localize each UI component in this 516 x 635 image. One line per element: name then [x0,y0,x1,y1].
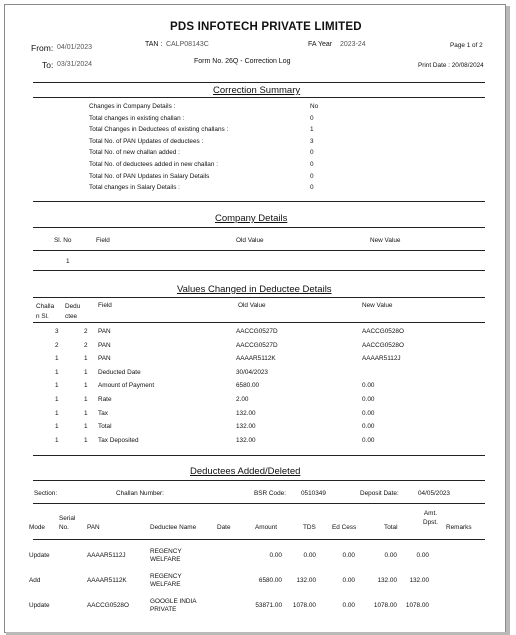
deductee-cell: 2 [84,341,88,349]
new-value-cell: 0.00 [362,423,375,431]
col-header-deductee-name: Deductee Name [150,524,197,531]
col-header-field: Field [98,302,112,309]
col-header-new-value: New Value [362,302,393,309]
correction-summary-title: Correction Summary [213,85,301,96]
deductee-cell: 2 [84,328,88,335]
col-header-ed-cess: Ed Cess [332,524,357,531]
print-date: Print Date : 20/08/2024 [418,62,484,69]
ed-cess-cell: 0.00 [342,577,355,584]
page-shadow-right [506,6,510,633]
col-header-total: Total [384,524,398,531]
deductee-cell: 1 [84,355,88,363]
divider [33,297,485,298]
deductees-added-title: Deductees Added/Deleted [190,466,301,477]
summary-label: Changes in Company Details : [89,103,176,110]
deposit-date-label: Deposit Date: [360,490,399,497]
challan-sl-cell: 1 [55,436,59,444]
amt-dpst-cell: 132.00 [409,577,429,584]
summary-value: 3 [310,137,314,145]
summary-value: 0 [310,149,314,157]
deposit-date-value: 04/05/2023 [418,490,450,497]
total-cell: 1078.00 [373,602,397,609]
deductee-cell: 1 [84,409,88,417]
deductee-cell: 1 [84,423,88,431]
divider [33,201,485,202]
challan-sl-cell: 1 [55,396,59,403]
divider [33,250,485,251]
col-header-new-value: New Value [370,237,401,244]
field-cell: Total [98,423,112,431]
fa-year-label: FA Year [308,41,333,48]
old-value-cell: AACCG0527D [236,341,278,349]
challan-sl-cell: 2 [55,341,59,349]
deductee-name-cell: GOOGLE INDIA PRIVATE [150,598,197,613]
field-cell: PAN [98,341,111,349]
mode-cell: Add [29,577,41,584]
divider [33,322,485,323]
old-value-cell: 132.00 [236,436,256,444]
summary-value: 0 [310,172,314,180]
new-value-cell: AACCG0528O [362,328,404,335]
summary-label: Total Changes in Deductees of existing challans : [89,126,229,134]
old-value-cell: 132.00 [236,423,256,431]
new-value-cell: AACCG0528O [362,341,404,349]
bsr-code-value: 0510349 [301,490,326,497]
summary-label: Total No. of PAN Updates in Salary Details [89,172,210,180]
tan-label: TAN : [145,41,163,48]
deductee-cell: 1 [84,368,88,376]
new-value-cell: AAAAR5112J [362,355,401,363]
divider [33,97,485,98]
divider [33,455,485,456]
mode-cell: Update [29,552,50,559]
new-value-cell: 0.00 [362,382,375,390]
company-title: PDS INFOTECH PRIVATE LIMITED [170,21,362,33]
deductee-cell: 1 [84,382,88,390]
deductee-name-cell: REGENCY WELFARE [150,548,182,563]
col-header-old-value: Old Value [236,237,264,244]
field-cell: Deducted Date [98,368,141,376]
summary-label: Total No. of new challan added : [89,149,180,157]
amount-cell: 53871.00 [255,602,282,609]
old-value-cell: AAAAR5112K [236,355,276,363]
summary-label: Total No. of deductees added in new challan : [89,161,218,168]
col-header-mode: Mode [29,524,45,531]
old-value-cell: 30/04/2023 [236,368,268,376]
new-value-cell: 0.00 [362,409,375,417]
col-header-deductee: Dedu ctee [65,303,81,320]
col-header-remarks: Remarks [446,524,472,531]
field-cell: Rate [98,396,112,403]
challan-sl-cell: 1 [55,368,59,376]
amt-dpst-cell: 1078.00 [405,602,429,609]
company-row-sl-no: 1 [66,258,70,265]
col-header-serial-no: Serial No. [59,515,76,531]
field-cell: PAN [98,328,111,335]
summary-label: Total changes in Salary Details : [89,184,180,192]
ed-cess-cell: 0.00 [342,552,355,559]
form-title: Form No. 26Q - Correction Log [194,58,291,65]
tan-value: CALP08143C [166,41,209,48]
col-header-amount: Amount [255,524,278,531]
col-header-challan-sl: Challa n Sl. [36,303,55,320]
summary-value: No [310,103,319,110]
ed-cess-cell: 0.00 [342,602,355,609]
deductee-cell: 1 [84,396,88,403]
divider [33,270,485,271]
challan-sl-cell: 1 [55,382,59,390]
pan-cell: AAAAR5112J [87,552,126,559]
new-value-cell: 0.00 [362,396,375,403]
deductee-cell: 1 [84,436,88,444]
summary-label: Total changes in existing challan : [89,114,185,122]
divider [33,82,485,83]
mode-cell: Update [29,602,50,609]
total-cell: 0.00 [384,552,397,559]
values-changed-title: Values Changed in Deductee Details [177,284,332,295]
old-value-cell: 132.00 [236,409,256,417]
field-cell: PAN [98,355,111,363]
amount-cell: 0.00 [269,552,282,559]
fa-year-value: 2023-24 [340,41,366,48]
challan-sl-cell: 1 [55,355,59,363]
summary-value: 0 [310,161,314,168]
challan-number-label: Challan Number: [116,490,164,497]
pan-cell: AACCG0528O [87,602,129,609]
bsr-code-label: BSR Code: [254,490,286,497]
from-label: From: [31,43,54,53]
divider [33,227,485,228]
field-cell: Tax [98,409,108,417]
col-header-field: Field [96,237,110,244]
company-details-title: Company Details [215,213,288,224]
challan-sl-cell: 1 [55,409,59,417]
to-label: To: [42,60,54,70]
col-header-pan: PAN [87,524,100,531]
total-cell: 132.00 [377,577,397,584]
tds-cell: 132.00 [296,577,316,584]
summary-value: 0 [310,114,314,122]
tds-cell: 0.00 [303,552,316,559]
old-value-cell: AACCG0527D [236,328,278,335]
old-value-cell: 2.00 [236,396,249,403]
divider [33,503,485,504]
col-header-sl-no: Sl. No [54,237,72,244]
divider [33,480,485,481]
to-value: 03/31/2024 [57,61,93,68]
tds-cell: 1078.00 [292,602,316,609]
pan-cell: AAAAR5112K [87,577,127,584]
section-label: Section: [34,490,58,497]
field-cell: Amount of Payment [98,382,155,390]
new-value-cell: 0.00 [362,436,375,444]
from-value: 04/01/2023 [57,44,93,51]
deductee-name-cell: REGENCY WELFARE [150,573,182,588]
challan-sl-cell: 1 [55,423,59,431]
field-cell: Tax Deposited [98,436,139,444]
col-header-tds: TDS [303,524,316,531]
old-value-cell: 6580.00 [236,382,260,390]
summary-label: Total No. of PAN Updates of deductees : [89,137,204,145]
challan-sl-cell: 3 [55,328,59,335]
col-header-old-value: Old Value [238,302,266,309]
divider [33,539,485,540]
summary-value: 0 [310,184,314,192]
amt-dpst-cell: 0.00 [416,552,429,559]
summary-value: 1 [310,126,314,134]
amount-cell: 6580.00 [258,577,282,584]
page-info: Page 1 of 2 [450,42,483,49]
col-header-amt-dpst: Amt. Dpst. [423,510,438,526]
col-header-date: Date [217,524,231,531]
